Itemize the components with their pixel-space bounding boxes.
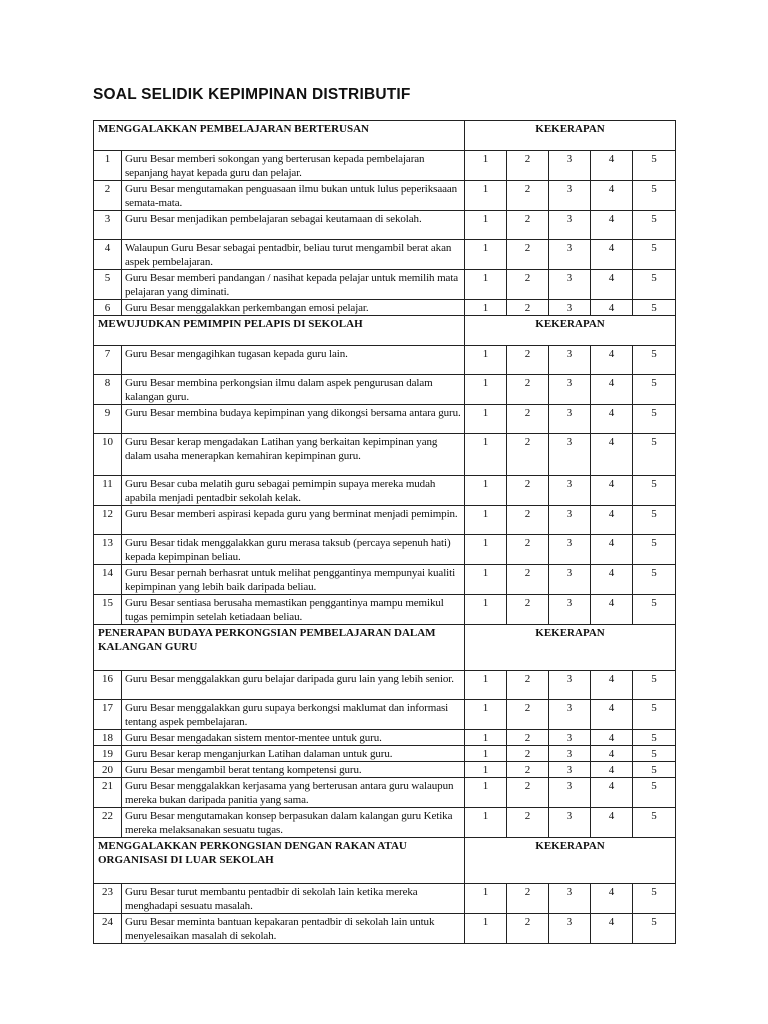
question-row xyxy=(94,405,676,434)
rating-option-1[interactable]: 1 xyxy=(465,671,507,700)
rating-option-3[interactable]: 3 xyxy=(549,746,591,762)
question-number: 7 xyxy=(94,346,122,375)
rating-option-1[interactable]: 1 xyxy=(465,535,507,565)
rating-option-2[interactable]: 2 xyxy=(507,346,549,375)
question-number: 5 xyxy=(94,270,122,300)
question-number: 13 xyxy=(94,535,122,565)
rating-option-1[interactable]: 1 xyxy=(465,884,507,914)
question-row xyxy=(94,778,676,808)
question-text: Guru Besar memberi aspirasi kepada guru yang berminat menjadi pemimpin. xyxy=(122,506,465,535)
rating-option-1[interactable]: 1 xyxy=(465,300,507,316)
rating-option-2[interactable]: 2 xyxy=(507,746,549,762)
rating-option-3[interactable]: 3 xyxy=(549,434,591,476)
rating-option-3[interactable]: 3 xyxy=(549,346,591,375)
frequency-header: KEKERAPAN xyxy=(465,121,676,151)
rating-option-4[interactable]: 4 xyxy=(591,181,633,211)
rating-option-1[interactable]: 1 xyxy=(465,914,507,944)
rating-option-3[interactable]: 3 xyxy=(549,762,591,778)
rating-option-5[interactable]: 5 xyxy=(633,762,676,778)
rating-option-3[interactable]: 3 xyxy=(549,151,591,181)
question-number: 6 xyxy=(94,300,122,316)
question-number: 20 xyxy=(94,762,122,778)
question-number: 1 xyxy=(94,151,122,181)
section-title: MENGGALAKKAN PERKONGSIAN DENGAN RAKAN ATAU ORGANISASI DI LUAR SEKOLAH xyxy=(94,838,465,884)
question-number: 23 xyxy=(94,884,122,914)
rating-option-3[interactable]: 3 xyxy=(549,700,591,730)
rating-option-5[interactable]: 5 xyxy=(633,506,676,535)
rating-option-4[interactable]: 4 xyxy=(591,746,633,762)
question-row xyxy=(94,914,676,944)
question-number: 16 xyxy=(94,671,122,700)
rating-option-1[interactable]: 1 xyxy=(465,700,507,730)
rating-option-4[interactable]: 4 xyxy=(591,700,633,730)
rating-option-5[interactable]: 5 xyxy=(633,700,676,730)
rating-option-5[interactable]: 5 xyxy=(633,151,676,181)
rating-option-3[interactable]: 3 xyxy=(549,476,591,506)
rating-option-2[interactable]: 2 xyxy=(507,730,549,746)
question-number: 8 xyxy=(94,375,122,405)
section-title: PENERAPAN BUDAYA PERKONGSIAN PEMBELAJARAN DALAM KALANGAN GURU xyxy=(94,625,465,671)
rating-option-4[interactable]: 4 xyxy=(591,434,633,476)
rating-option-2[interactable]: 2 xyxy=(507,595,549,625)
rating-option-1[interactable]: 1 xyxy=(465,565,507,595)
section-header-row xyxy=(94,316,676,346)
section-title: MEWUJUDKAN PEMIMPIN PELAPIS DI SEKOLAH xyxy=(94,316,465,346)
question-text: Guru Besar pernah berhasrat untuk melihat penggantinya mempunyai kualiti kepimpinan yang lebih baik daripada beliau. xyxy=(122,565,465,595)
question-row xyxy=(94,506,676,535)
question-number: 4 xyxy=(94,240,122,270)
rating-option-2[interactable]: 2 xyxy=(507,181,549,211)
rating-option-1[interactable]: 1 xyxy=(465,506,507,535)
question-row xyxy=(94,565,676,595)
rating-option-3[interactable]: 3 xyxy=(549,240,591,270)
question-text: Guru Besar memberi pandangan / nasihat kepada pelajar untuk memilih mata pelajaran yang diminati. xyxy=(122,270,465,300)
rating-option-3[interactable]: 3 xyxy=(549,884,591,914)
rating-option-5[interactable]: 5 xyxy=(633,746,676,762)
question-text: Guru Besar cuba melatih guru sebagai pemimpin supaya mereka mudah apabila menjadi pentadbir sekolah kelak. xyxy=(122,476,465,506)
question-text: Guru Besar menggalakkan perkembangan emosi pelajar. xyxy=(122,300,465,316)
question-row xyxy=(94,300,676,316)
rating-option-3[interactable]: 3 xyxy=(549,181,591,211)
rating-option-2[interactable]: 2 xyxy=(507,778,549,808)
rating-option-5[interactable]: 5 xyxy=(633,914,676,944)
rating-option-2[interactable]: 2 xyxy=(507,270,549,300)
rating-option-3[interactable]: 3 xyxy=(549,565,591,595)
question-row xyxy=(94,375,676,405)
rating-option-1[interactable]: 1 xyxy=(465,211,507,240)
rating-option-2[interactable]: 2 xyxy=(507,375,549,405)
rating-option-3[interactable]: 3 xyxy=(549,535,591,565)
rating-option-2[interactable]: 2 xyxy=(507,565,549,595)
question-row xyxy=(94,476,676,506)
rating-option-1[interactable]: 1 xyxy=(465,778,507,808)
rating-option-1[interactable]: 1 xyxy=(465,405,507,434)
rating-option-5[interactable]: 5 xyxy=(633,476,676,506)
rating-option-2[interactable]: 2 xyxy=(507,700,549,730)
rating-option-4[interactable]: 4 xyxy=(591,762,633,778)
question-number: 22 xyxy=(94,808,122,838)
frequency-header: KEKERAPAN xyxy=(465,316,676,346)
rating-option-4[interactable]: 4 xyxy=(591,405,633,434)
rating-option-4[interactable]: 4 xyxy=(591,778,633,808)
rating-option-2[interactable]: 2 xyxy=(507,476,549,506)
rating-option-3[interactable]: 3 xyxy=(549,808,591,838)
rating-option-4[interactable]: 4 xyxy=(591,730,633,746)
rating-option-5[interactable]: 5 xyxy=(633,565,676,595)
rating-option-5[interactable]: 5 xyxy=(633,346,676,375)
rating-option-5[interactable]: 5 xyxy=(633,884,676,914)
question-row xyxy=(94,211,676,240)
question-text: Walaupun Guru Besar sebagai pentadbir, beliau turut mengambil berat akan aspek pembelajaran. xyxy=(122,240,465,270)
rating-option-1[interactable]: 1 xyxy=(465,346,507,375)
rating-option-2[interactable]: 2 xyxy=(507,151,549,181)
rating-option-5[interactable]: 5 xyxy=(633,671,676,700)
question-number: 15 xyxy=(94,595,122,625)
rating-option-4[interactable]: 4 xyxy=(591,270,633,300)
question-text: Guru Besar mengadakan sistem mentor-mentee untuk guru. xyxy=(122,730,465,746)
rating-option-5[interactable]: 5 xyxy=(633,535,676,565)
question-row xyxy=(94,434,676,476)
question-text: Guru Besar mengambil berat tentang kompetensi guru. xyxy=(122,762,465,778)
rating-option-4[interactable]: 4 xyxy=(591,535,633,565)
rating-option-1[interactable]: 1 xyxy=(465,151,507,181)
rating-option-3[interactable]: 3 xyxy=(549,270,591,300)
rating-option-1[interactable]: 1 xyxy=(465,746,507,762)
rating-option-3[interactable]: 3 xyxy=(549,300,591,316)
rating-option-1[interactable]: 1 xyxy=(465,808,507,838)
question-row xyxy=(94,181,676,211)
question-text: Guru Besar membina budaya kepimpinan yang dikongsi bersama antara guru. xyxy=(122,405,465,434)
rating-option-3[interactable]: 3 xyxy=(549,778,591,808)
rating-option-4[interactable]: 4 xyxy=(591,884,633,914)
page-title: SOAL SELIDIK KEPIMPINAN DISTRIBUTIF xyxy=(93,86,411,103)
rating-option-1[interactable]: 1 xyxy=(465,595,507,625)
rating-option-3[interactable]: 3 xyxy=(549,375,591,405)
rating-option-4[interactable]: 4 xyxy=(591,346,633,375)
questionnaire-table xyxy=(93,120,676,944)
rating-option-1[interactable]: 1 xyxy=(465,240,507,270)
rating-option-5[interactable]: 5 xyxy=(633,270,676,300)
question-row xyxy=(94,762,676,778)
rating-option-4[interactable]: 4 xyxy=(591,595,633,625)
question-row xyxy=(94,595,676,625)
question-number: 12 xyxy=(94,506,122,535)
question-number: 9 xyxy=(94,405,122,434)
question-text: Guru Besar menggalakkan guru supaya berkongsi maklumat dan informasi tentang aspek pembelajaran. xyxy=(122,700,465,730)
question-row xyxy=(94,151,676,181)
rating-option-5[interactable]: 5 xyxy=(633,300,676,316)
question-text: Guru Besar menggalakkan guru belajar daripada guru lain yang lebih senior. xyxy=(122,671,465,700)
question-number: 14 xyxy=(94,565,122,595)
question-text: Guru Besar mengagihkan tugasan kepada guru lain. xyxy=(122,346,465,375)
question-row xyxy=(94,808,676,838)
rating-option-3[interactable]: 3 xyxy=(549,595,591,625)
rating-option-3[interactable]: 3 xyxy=(549,211,591,240)
rating-option-5[interactable]: 5 xyxy=(633,808,676,838)
rating-option-5[interactable]: 5 xyxy=(633,778,676,808)
question-row xyxy=(94,671,676,700)
frequency-header: KEKERAPAN xyxy=(465,838,676,884)
section-title: MENGGALAKKAN PEMBELAJARAN BERTERUSAN xyxy=(94,121,465,151)
question-text: Guru Besar membina perkongsian ilmu dalam aspek pengurusan dalam kalangan guru. xyxy=(122,375,465,405)
question-row xyxy=(94,240,676,270)
question-number: 18 xyxy=(94,730,122,746)
rating-option-5[interactable]: 5 xyxy=(633,181,676,211)
rating-option-1[interactable]: 1 xyxy=(465,270,507,300)
question-row xyxy=(94,270,676,300)
rating-option-4[interactable]: 4 xyxy=(591,671,633,700)
rating-option-4[interactable]: 4 xyxy=(591,914,633,944)
rating-option-4[interactable]: 4 xyxy=(591,375,633,405)
rating-option-3[interactable]: 3 xyxy=(549,730,591,746)
rating-option-2[interactable]: 2 xyxy=(507,808,549,838)
question-row xyxy=(94,884,676,914)
rating-option-4[interactable]: 4 xyxy=(591,565,633,595)
question-text: Guru Besar kerap mengadakan Latihan yang berkaitan kepimpinan yang dalam usaha menerapkan kemahiran kepimpinan guru. xyxy=(122,434,465,476)
rating-option-1[interactable]: 1 xyxy=(465,434,507,476)
question-number: 21 xyxy=(94,778,122,808)
rating-option-3[interactable]: 3 xyxy=(549,405,591,434)
question-text: Guru Besar mengutamakan penguasaan ilmu bukan untuk lulus peperiksaaan semata-mata. xyxy=(122,181,465,211)
frequency-header: KEKERAPAN xyxy=(465,625,676,671)
question-number: 24 xyxy=(94,914,122,944)
rating-option-4[interactable]: 4 xyxy=(591,506,633,535)
rating-option-1[interactable]: 1 xyxy=(465,181,507,211)
rating-option-4[interactable]: 4 xyxy=(591,151,633,181)
question-row xyxy=(94,346,676,375)
rating-option-2[interactable]: 2 xyxy=(507,535,549,565)
rating-option-5[interactable]: 5 xyxy=(633,730,676,746)
question-number: 11 xyxy=(94,476,122,506)
question-row xyxy=(94,535,676,565)
question-text: Guru Besar meminta bantuan kepakaran pentadbir di sekolah lain untuk menyelesaikan masalah di sekolah. xyxy=(122,914,465,944)
question-text: Guru Besar memberi sokongan yang berterusan kepada pembelajaran sepanjang hayat kepada guru dan pelajar. xyxy=(122,151,465,181)
question-text: Guru Besar turut membantu pentadbir di sekolah lain ketika mereka menghadapi sesuatu masalah. xyxy=(122,884,465,914)
question-number: 3 xyxy=(94,211,122,240)
rating-option-2[interactable]: 2 xyxy=(507,405,549,434)
rating-option-3[interactable]: 3 xyxy=(549,914,591,944)
rating-option-5[interactable]: 5 xyxy=(633,595,676,625)
rating-option-5[interactable]: 5 xyxy=(633,434,676,476)
rating-option-1[interactable]: 1 xyxy=(465,730,507,746)
question-text: Guru Besar menggalakkan kerjasama yang berterusan antara guru walaupun mereka bukan daripada panitia yang sama. xyxy=(122,778,465,808)
rating-option-2[interactable]: 2 xyxy=(507,434,549,476)
question-row xyxy=(94,730,676,746)
rating-option-2[interactable]: 2 xyxy=(507,762,549,778)
question-number: 19 xyxy=(94,746,122,762)
question-text: Guru Besar kerap menganjurkan Latihan dalaman untuk guru. xyxy=(122,746,465,762)
rating-option-5[interactable]: 5 xyxy=(633,375,676,405)
section-header-row xyxy=(94,838,676,884)
rating-option-5[interactable]: 5 xyxy=(633,240,676,270)
rating-option-2[interactable]: 2 xyxy=(507,240,549,270)
rating-option-2[interactable]: 2 xyxy=(507,884,549,914)
question-text: Guru Besar sentiasa berusaha memastikan penggantinya mampu memikul tugas pemimpin setelah ketiadaan beliau. xyxy=(122,595,465,625)
rating-option-4[interactable]: 4 xyxy=(591,240,633,270)
section-header-row xyxy=(94,121,676,151)
question-text: Guru Besar menjadikan pembelajaran sebagai keutamaan di sekolah. xyxy=(122,211,465,240)
rating-option-1[interactable]: 1 xyxy=(465,762,507,778)
rating-option-4[interactable]: 4 xyxy=(591,211,633,240)
question-text: Guru Besar mengutamakan konsep berpasukan dalam kalangan guru Ketika mereka melaksanakan sesuatu tugas. xyxy=(122,808,465,838)
rating-option-2[interactable]: 2 xyxy=(507,914,549,944)
rating-option-1[interactable]: 1 xyxy=(465,375,507,405)
rating-option-4[interactable]: 4 xyxy=(591,476,633,506)
section-header-row xyxy=(94,625,676,671)
rating-option-2[interactable]: 2 xyxy=(507,300,549,316)
rating-option-2[interactable]: 2 xyxy=(507,671,549,700)
question-text: Guru Besar tidak menggalakkan guru merasa taksub (percaya sepenuh hati) kepada kepimpinan beliau. xyxy=(122,535,465,565)
rating-option-5[interactable]: 5 xyxy=(633,211,676,240)
rating-option-4[interactable]: 4 xyxy=(591,808,633,838)
question-number: 2 xyxy=(94,181,122,211)
question-row xyxy=(94,700,676,730)
rating-option-2[interactable]: 2 xyxy=(507,211,549,240)
question-number: 10 xyxy=(94,434,122,476)
rating-option-1[interactable]: 1 xyxy=(465,476,507,506)
question-row xyxy=(94,746,676,762)
rating-option-4[interactable]: 4 xyxy=(591,300,633,316)
rating-option-3[interactable]: 3 xyxy=(549,506,591,535)
rating-option-2[interactable]: 2 xyxy=(507,506,549,535)
rating-option-5[interactable]: 5 xyxy=(633,405,676,434)
question-number: 17 xyxy=(94,700,122,730)
rating-option-3[interactable]: 3 xyxy=(549,671,591,700)
